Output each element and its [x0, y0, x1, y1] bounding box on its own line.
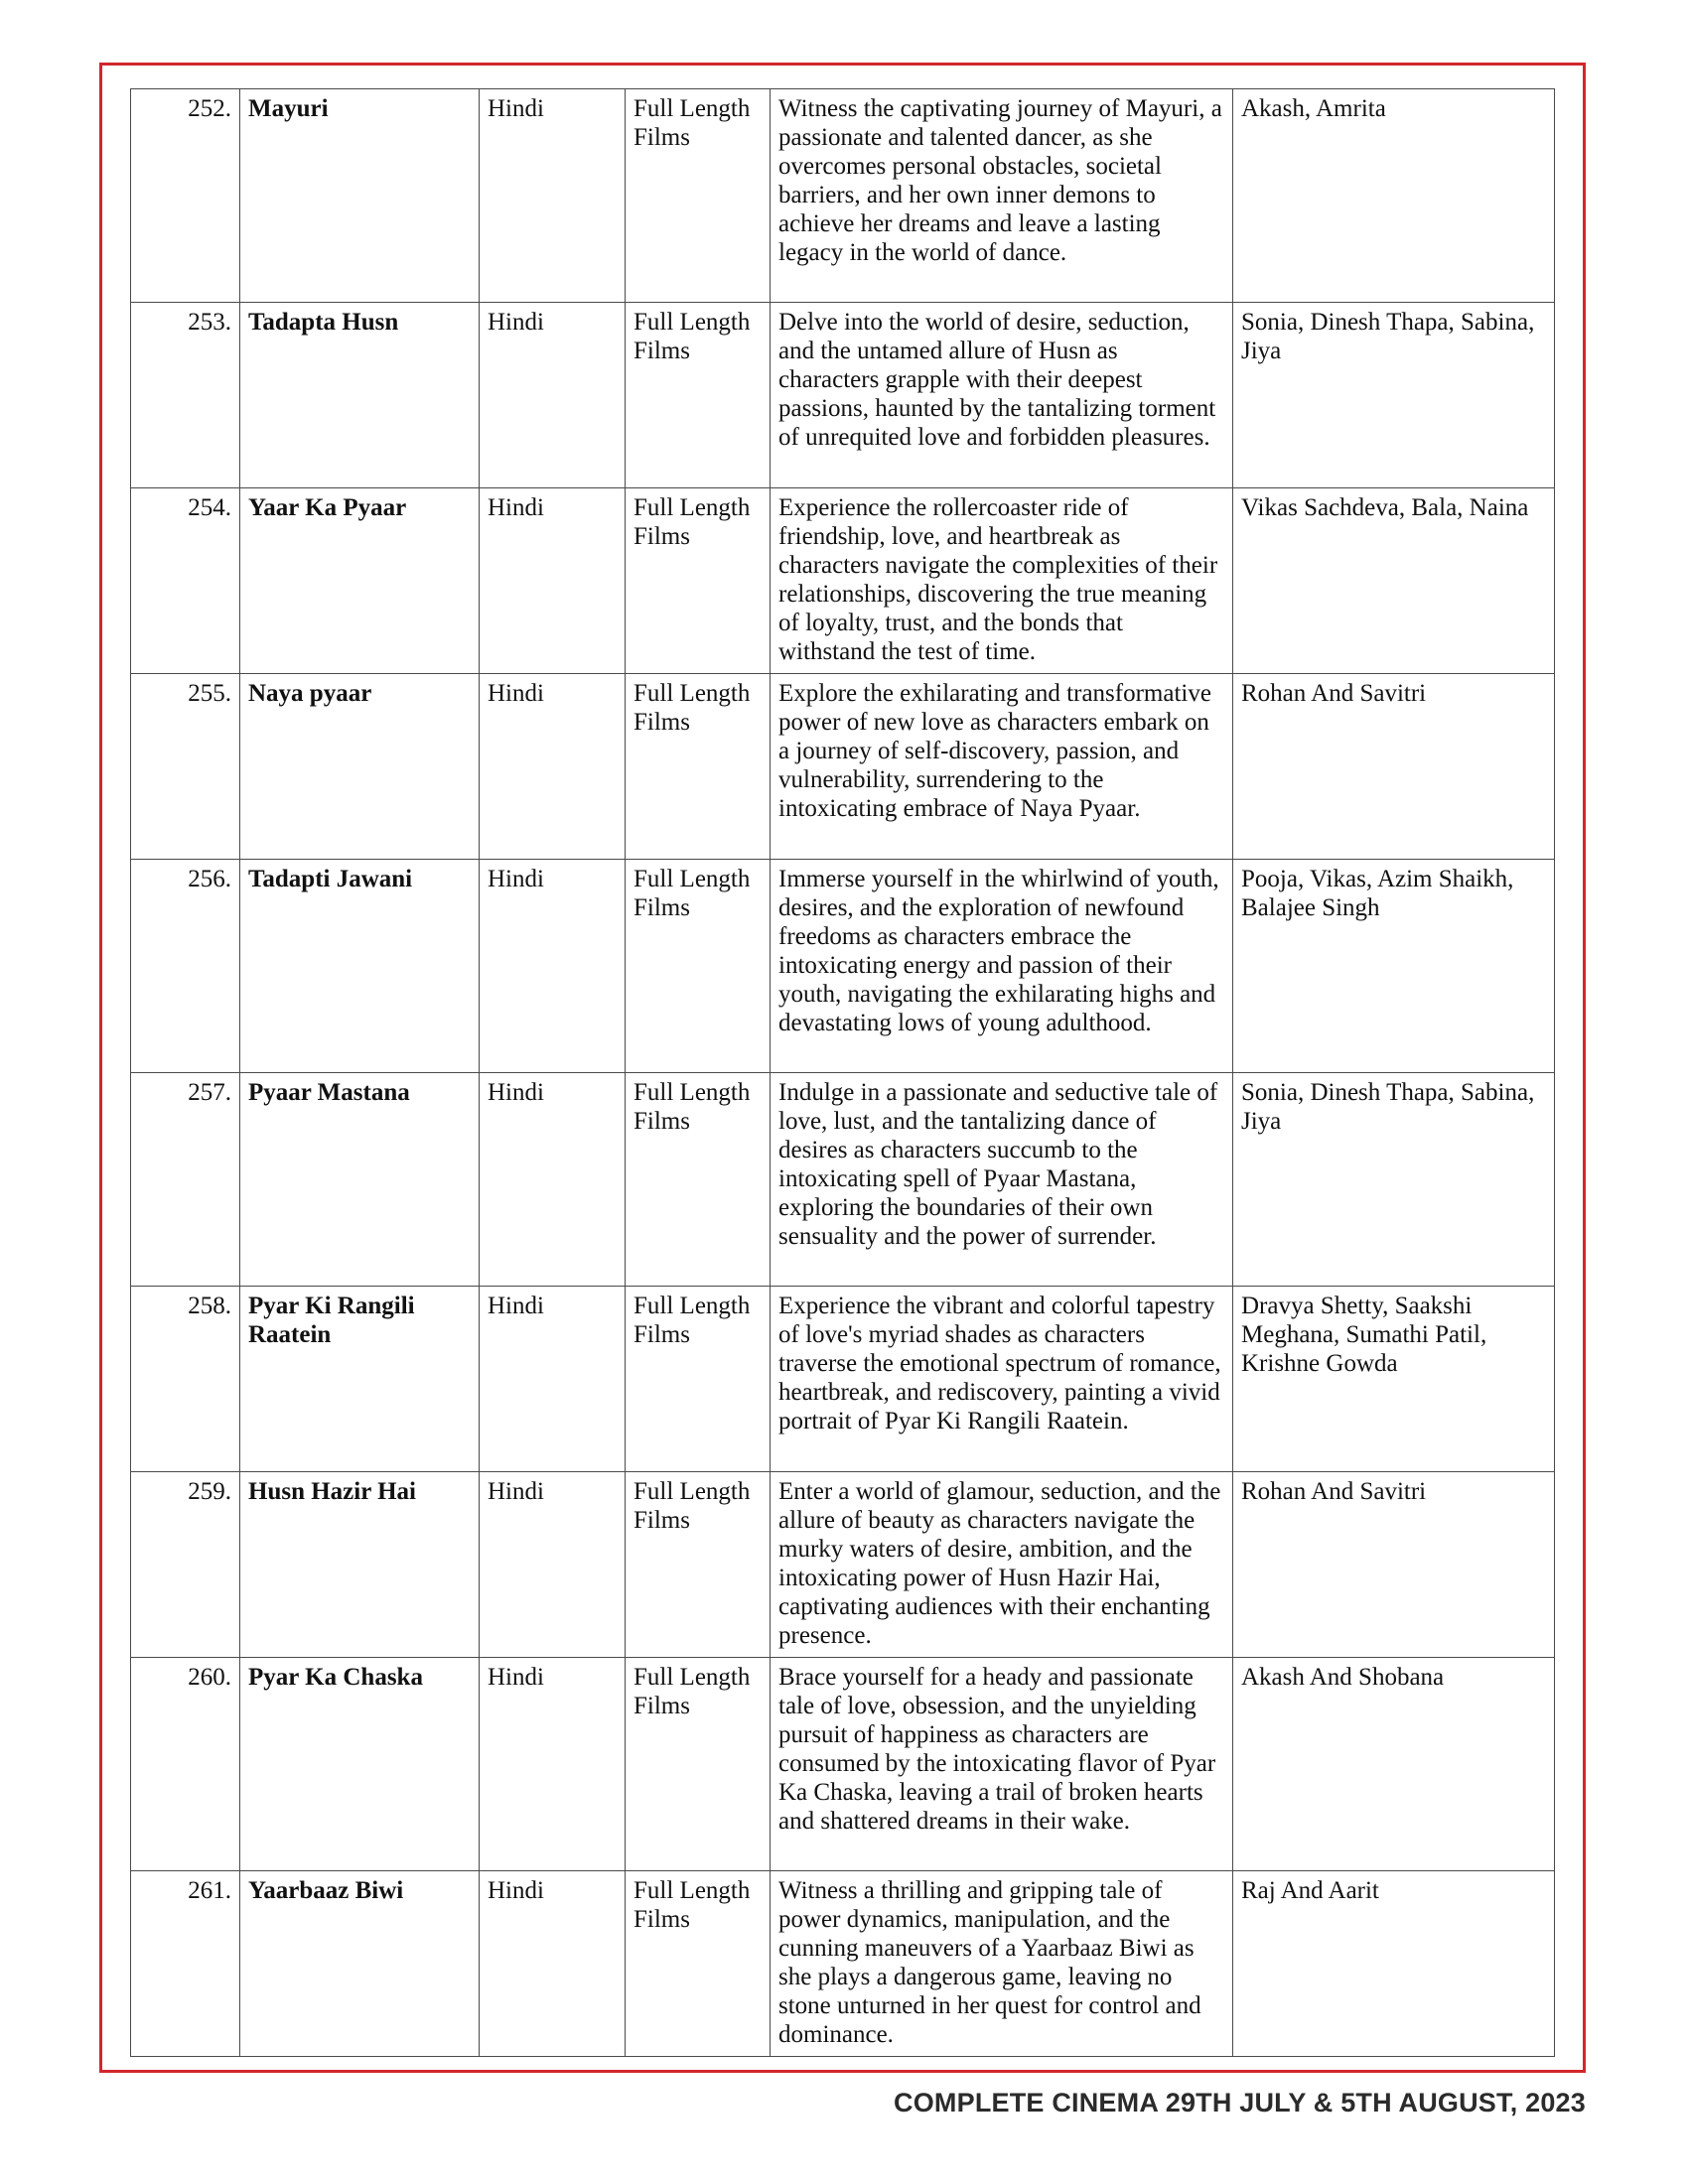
film-language: Hindi	[480, 1472, 626, 1658]
film-synopsis: Immerse yourself in the whirlwind of youth, desires, and the exploration of newfound freedoms as characters embrace the intoxicating energy and passion of their youth, navigating the exhilarating highs and devastating lows of young adulthood.	[771, 860, 1233, 1073]
film-language: Hindi	[480, 1658, 626, 1871]
film-cast: Sonia, Dinesh Thapa, Sabina, Jiya	[1233, 1073, 1555, 1287]
film-synopsis: Brace yourself for a heady and passionate tale of love, obsession, and the unyielding pursuit of happiness as characters are consumed by the intoxicating flavor of Pyar Ka Chaska, leaving a trail of broken hearts and shattered dreams in their wake.	[771, 1658, 1233, 1871]
film-category: Full Length Films	[626, 860, 771, 1073]
table-row	[131, 674, 1555, 860]
film-title: Mayuri	[240, 89, 480, 303]
film-synopsis: Explore the exhilarating and transformative power of new love as characters embark on a journey of self-discovery, passion, and vulnerability, surrendering to the intoxicating embrace of Naya Pyaar.	[771, 674, 1233, 860]
row-number: 253.	[131, 303, 240, 488]
table-row	[131, 1472, 1555, 1658]
film-title: Pyaar Mastana	[240, 1073, 480, 1287]
film-category: Full Length Films	[626, 89, 771, 303]
film-cast: Raj And Aarit	[1233, 1871, 1555, 2057]
row-number: 254.	[131, 488, 240, 674]
table-row	[131, 303, 1555, 488]
film-synopsis: Experience the rollercoaster ride of friendship, love, and heartbreak as characters navigate the complexities of their relationships, discovering the true meaning of loyalty, trust, and the bonds that withstand the test of time.	[771, 488, 1233, 674]
film-category: Full Length Films	[626, 1073, 771, 1287]
table-row	[131, 1871, 1555, 2057]
film-title: Husn Hazir Hai	[240, 1472, 480, 1658]
film-cast: Akash, Amrita	[1233, 89, 1555, 303]
film-title: Tadapta Husn	[240, 303, 480, 488]
page-footer: COMPLETE CINEMA 29TH JULY & 5TH AUGUST, 2023	[894, 2088, 1586, 2117]
film-cast: Rohan And Savitri	[1233, 674, 1555, 860]
row-number: 256.	[131, 860, 240, 1073]
row-number: 260.	[131, 1658, 240, 1871]
film-title: Pyar Ka Chaska	[240, 1658, 480, 1871]
film-category: Full Length Films	[626, 303, 771, 488]
film-language: Hindi	[480, 1287, 626, 1472]
film-synopsis: Witness a thrilling and gripping tale of power dynamics, manipulation, and the cunning maneuvers of a Yaarbaaz Biwi as she plays a dangerous game, leaving no stone unturned in her quest for control and dominance.	[771, 1871, 1233, 2057]
film-cast: Pooja, Vikas, Azim Shaikh, Balajee Singh	[1233, 860, 1555, 1073]
film-category: Full Length Films	[626, 488, 771, 674]
film-language: Hindi	[480, 303, 626, 488]
row-number: 252.	[131, 89, 240, 303]
films-table-body	[131, 89, 1555, 2057]
film-cast: Dravya Shetty, Saakshi Meghana, Sumathi Patil, Krishne Gowda	[1233, 1287, 1555, 1472]
film-language: Hindi	[480, 674, 626, 860]
table-row	[131, 89, 1555, 303]
film-language: Hindi	[480, 860, 626, 1073]
film-category: Full Length Films	[626, 1287, 771, 1472]
film-synopsis: Indulge in a passionate and seductive tale of love, lust, and the tantalizing dance of desires as characters succumb to the intoxicating spell of Pyaar Mastana, exploring the boundaries of their own sensuality and the power of surrender.	[771, 1073, 1233, 1287]
film-cast: Rohan And Savitri	[1233, 1472, 1555, 1658]
film-title: Naya pyaar	[240, 674, 480, 860]
film-title: Tadapti Jawani	[240, 860, 480, 1073]
film-language: Hindi	[480, 89, 626, 303]
row-number: 259.	[131, 1472, 240, 1658]
film-language: Hindi	[480, 1871, 626, 2057]
film-language: Hindi	[480, 1073, 626, 1287]
film-title: Pyar Ki Rangili Raatein	[240, 1287, 480, 1472]
film-category: Full Length Films	[626, 1871, 771, 2057]
film-cast: Akash And Shobana	[1233, 1658, 1555, 1871]
film-category: Full Length Films	[626, 1658, 771, 1871]
films-table	[130, 88, 1555, 2057]
film-category: Full Length Films	[626, 1472, 771, 1658]
film-cast: Vikas Sachdeva, Bala, Naina	[1233, 488, 1555, 674]
table-row	[131, 1073, 1555, 1287]
table-row	[131, 1287, 1555, 1472]
film-title: Yaarbaaz Biwi	[240, 1871, 480, 2057]
film-title: Yaar Ka Pyaar	[240, 488, 480, 674]
film-synopsis: Delve into the world of desire, seduction, and the untamed allure of Husn as characters grapple with their deepest passions, haunted by the tantalizing torment of unrequited love and forbidden pleasures.	[771, 303, 1233, 488]
table-row	[131, 488, 1555, 674]
film-synopsis: Experience the vibrant and colorful tapestry of love's myriad shades as characters traverse the emotional spectrum of romance, heartbreak, and rediscovery, painting a vivid portrait of Pyar Ki Rangili Raatein.	[771, 1287, 1233, 1472]
row-number: 255.	[131, 674, 240, 860]
row-number: 258.	[131, 1287, 240, 1472]
table-row	[131, 1658, 1555, 1871]
film-language: Hindi	[480, 488, 626, 674]
table-row	[131, 860, 1555, 1073]
row-number: 257.	[131, 1073, 240, 1287]
film-synopsis: Enter a world of glamour, seduction, and the allure of beauty as characters navigate the murky waters of desire, ambition, and the intoxicating power of Husn Hazir Hai, captivating audiences with their enchanting presence.	[771, 1472, 1233, 1658]
film-synopsis: Witness the captivating journey of Mayuri, a passionate and talented dancer, as she overcomes personal obstacles, societal barriers, and her own inner demons to achieve her dreams and leave a lasting legacy in the world of dance.	[771, 89, 1233, 303]
film-category: Full Length Films	[626, 674, 771, 860]
film-cast: Sonia, Dinesh Thapa, Sabina, Jiya	[1233, 303, 1555, 488]
row-number: 261.	[131, 1871, 240, 2057]
